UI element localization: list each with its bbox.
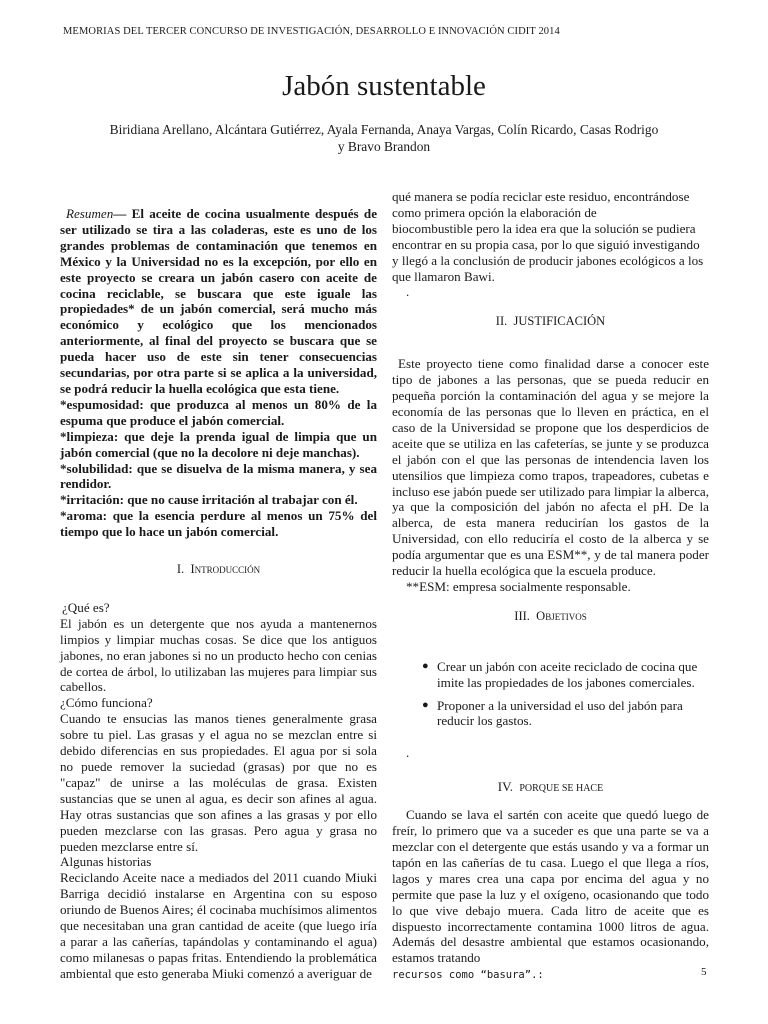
justificacion-note: **ESM: empresa socialmente responsable. bbox=[406, 578, 631, 594]
intro-question-como-funciona: ¿Cómo funciona? bbox=[60, 695, 153, 711]
intro-subheading-historias: Algunas historias bbox=[60, 854, 152, 870]
authors-line-1: Biridiana Arellano, Alcántara Gutiérrez, Ayala Fernanda, Anaya Vargas, Colín Ricardo, Casas Rodrigo bbox=[109, 122, 659, 137]
section-heading-objetivos bbox=[392, 609, 709, 625]
abstract-property: *limpieza: que deje la prenda igual de limpia que un jabón comercial (que no la decolore ni deje manchas). bbox=[60, 428, 377, 460]
section-title: JUSTIFICACIÓN bbox=[513, 314, 606, 329]
abstract-text: El aceite de cocina usualmente después de ser utilizado se tira a las coladeras, este es uno de los grandes problemas de contaminación que tenemos en México y la Universidad no es la excepción, por ello en este proyecto se creara un jabón casero con aceite de cocina reciclable, se buscara que este iguale las propiedades* de un jabón comercial, será mucho más económico y ecológico que los mencionados anteriormente, al final del proyecto se buscara que se pueda hacer uso de este sin tener consecuencias secundarias, por otra parte si se aplica a la universidad, se podrá reducir la huella ecológica que esta tiene. bbox=[60, 206, 378, 396]
abstract-dash: — bbox=[113, 206, 132, 221]
section-heading-porque bbox=[392, 779, 709, 797]
section-heading-justificacion bbox=[392, 314, 709, 330]
list-item: ● Crear un jabón con aceite reciclado de cocina que imite las propiedades de los jabones comerciales. bbox=[422, 658, 698, 690]
section-heading-introduccion bbox=[60, 562, 377, 578]
intro-paragraph: Cuando te ensucias las manos tienes generalmente grasa sobre tu piel. Las grasas y el agua no se mezclan entre si debido diferencias en sus propiedades. El agua por si sola no puede remover la suciedad (grasas) por que no es "capaz" de unirse a las moléculas de grasa. Existen sustancias que se unen al agua, es decir son afines al agua. Hay otras sustancias que son afines a las grasas y por ello pueden mezclarse con las grasas. Pero agua y grasa no pueden mezclarse entre sí. bbox=[60, 711, 377, 854]
abstract bbox=[60, 206, 377, 397]
justificacion-paragraph: Este proyecto tiene como finalidad darse a conocer este tipo de jabones a las personas, que se pueda reducir en pequeña porción la contaminación del agua y se mejore la economía de las personas que lo lleven en práctica, en el caso de la Universidad se propone que los desperdicios de aceite que se utiliza en las cafeterías, se junte y se produzca el jabón con el que las personas de intendencia laven los utensilios que limpieza como trapos, trapeadores, cubetas e incluso ese jabón puede ser utilizado para limpiar la alberca, ya que la composición del jabón no afecta el pH. De la alberca, de esta manera reducirían los gastos de la Universidad, con ello reduciría el costo de la alberca y se podía argumentar que es una ESM**, y de tal manera poder reducir la huella ecológica que la escuela produce. bbox=[392, 356, 709, 579]
section-title: Objetivos bbox=[536, 608, 587, 623]
intro-paragraph-continued: qué manera se podía reciclar este residuo, encontrándose como primera opción la elaboración de bbox=[392, 189, 690, 220]
porque-paragraph-end: recursos como “basura”.: bbox=[392, 969, 544, 982]
bullet-icon: ● bbox=[422, 698, 429, 711]
abstract-property: *aroma: que la esencia perdure al menos un 75% del tiempo que lo hace un jabón comercial. bbox=[60, 508, 377, 540]
intro-paragraph: Reciclando Aceite nace a mediados del 2011 cuando Miuki Barriga decidió instalarse en Argentina con su esposo oriundo de Buenos Aires; él cocinaba muchísimos alimentos que necesitaban una gran cantidad de aceite (que luego iría a parar a las cañerías, tapándolas y contaminando el agua) como milanesas o papas fritas. Entendiendo la problemática ambiental que esto generaba Miuki comenzó a averiguar de bbox=[60, 870, 377, 981]
objectives-list bbox=[392, 659, 709, 730]
stray-dot: . bbox=[406, 745, 410, 761]
stray-dot: . bbox=[406, 284, 410, 300]
list-item: ● Proponer a la universidad el uso del jabón para reducir los gastos. bbox=[422, 697, 683, 729]
authors-line-2: y Bravo Brandon bbox=[337, 139, 431, 154]
section-number: I. bbox=[176, 562, 185, 577]
porque-paragraph: Cuando se lava el sartén con aceite que quedó luego de freír, lo primero que va a suceder es que una parte se va a mezclar con el detergente que estás usando y va a formar un tapón en las cañerías de tu casa. Luego el que llega a ríos, lagos y mares crea una capa por encima del agua y no permite que pase la luz y el oxígeno, ocasionando que todo lo que vive debajo muera. Cada litro de aceite que es dispuesto incorrectamente contamina 1000 litros de agua. Además del desastre ambiental que estamos ocasionando, estamos tratando bbox=[392, 807, 709, 966]
intro-paragraph: El jabón es un detergente que nos ayuda a mantenernos limpios y limpiar muchas cosas. Se dice que los antiguos jabones, no eran jabones si no un producto hecho con cenias de cortea de árbol, lo utilizaban las mujeres para limpiar sus cabellos. bbox=[60, 615, 377, 695]
running-header: MEMORIAS DEL TERCER CONCURSO DE INVESTIGACIÓN, DESARROLLO E INNOVACIÓN CIDIT 2014 bbox=[63, 26, 560, 37]
abstract-property: *irritación: que no cause irritación al trabajar con él. bbox=[60, 492, 358, 508]
section-number: IV. bbox=[497, 779, 514, 795]
abstract-property: *espumosidad: que produzca al menos un 80% de la espuma que produce el jabón comercial. bbox=[60, 396, 377, 428]
author-list bbox=[70, 121, 698, 155]
page-number: 5 bbox=[701, 966, 707, 978]
section-title: PORQUE SE HACE bbox=[519, 783, 604, 795]
intro-paragraph: biocombustible pero la idea era que la solución se pudiera encontrar en su propia casa, por lo que siguió investigando y llegó a la conclusión de producir jabones ecológicos a los que llamaron Bawi. bbox=[392, 220, 704, 284]
section-number: III. bbox=[514, 608, 530, 623]
section-number: II. bbox=[495, 314, 508, 329]
left-column bbox=[60, 206, 377, 982]
paper-title: Jabón sustentable bbox=[282, 70, 486, 102]
bullet-icon: ● bbox=[422, 659, 429, 672]
section-title: Introducción bbox=[190, 562, 261, 577]
abstract-property: *solubilidad: que se disuelva de la misma manera, y sea rendidor. bbox=[60, 460, 377, 492]
intro-question-que-es: ¿Qué es? bbox=[62, 599, 110, 615]
abstract-label: Resumen bbox=[66, 206, 114, 221]
right-column bbox=[392, 189, 709, 984]
